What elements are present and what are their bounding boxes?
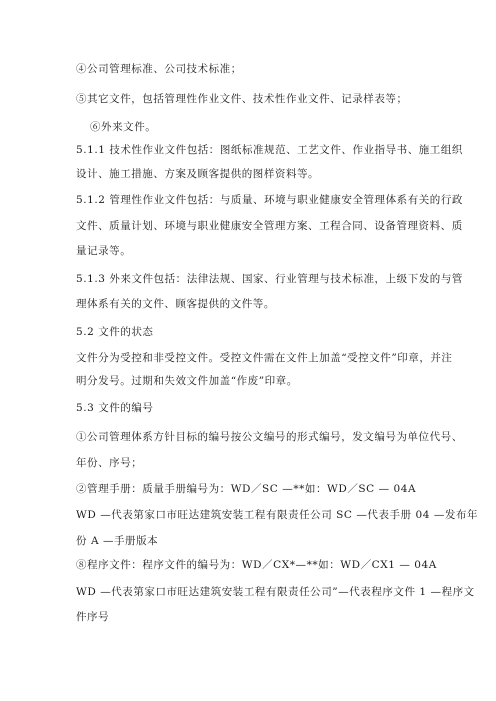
text-line: ⑧程序文件：程序文件的编号为：WD／CX*—**如：WD／CX1 — 04A [76,559,437,571]
text-line: 理体系有关的文件、顾客提供的文件等。 [76,298,275,310]
text-line: 量记录等。 [76,245,132,257]
text-line: WD —代表第家口市旺达建筑安装工程有限责任公司 SC —代表手册 04 —发布年 [76,509,479,521]
text-line: 明分发号。过期和失效文件加盖“作废”印章。 [76,375,298,387]
text-line: ⑤其它文件，包括管理性作业文件、技术性作业文件、记录样表等； [76,93,408,105]
section-heading: 5.2 文件的状态 [76,326,154,338]
text-line: ⑥外来文件。 [90,121,157,133]
text-line: 文件分为受控和非受控文件。受控文件需在文件上加盖“受控文件”印章，并注 [76,352,453,364]
text-line: 文件、质量计划、环境与职业健康安全管理方案、工程合同、设备管理资料、质 [76,220,463,232]
text-line: 5.1.1 技术性作业文件包括：图纸标准规范、工艺文件、作业指导书、施工组织 [76,144,463,156]
text-line: 年份、序号； [76,457,143,469]
text-line: WD —代表第家口市旺达建筑安装工程有限责任公司”—代表程序文件 1 —程序文 [76,586,475,598]
text-line: ②管理手册：质量手册编号为：WD／SC —**如：WD／SC — 04A [76,483,417,495]
text-line: ①公司管理体系方针目标的编号按公文编号的形式编号，发文编号为单位代号、 [76,431,463,443]
section-heading: 5.3 文件的编号 [76,402,154,414]
text-line: 设计、施工措施、方案及顾客提供的图样资料等。 [76,168,320,180]
text-line: 份 A —手册版本 [76,535,159,547]
text-line: 件序号 [76,611,110,623]
text-line: ④公司管理标准、公司技术标准； [76,63,242,75]
text-line: 5.1.2 管理性作业文件包括：与质量、环境与职业健康安全管理体系有关的行政 [76,194,463,206]
text-line: 5.1.3 外来文件包括：法律法规、国家、行业管理与技术标准，上级下发的与管 [76,273,463,285]
